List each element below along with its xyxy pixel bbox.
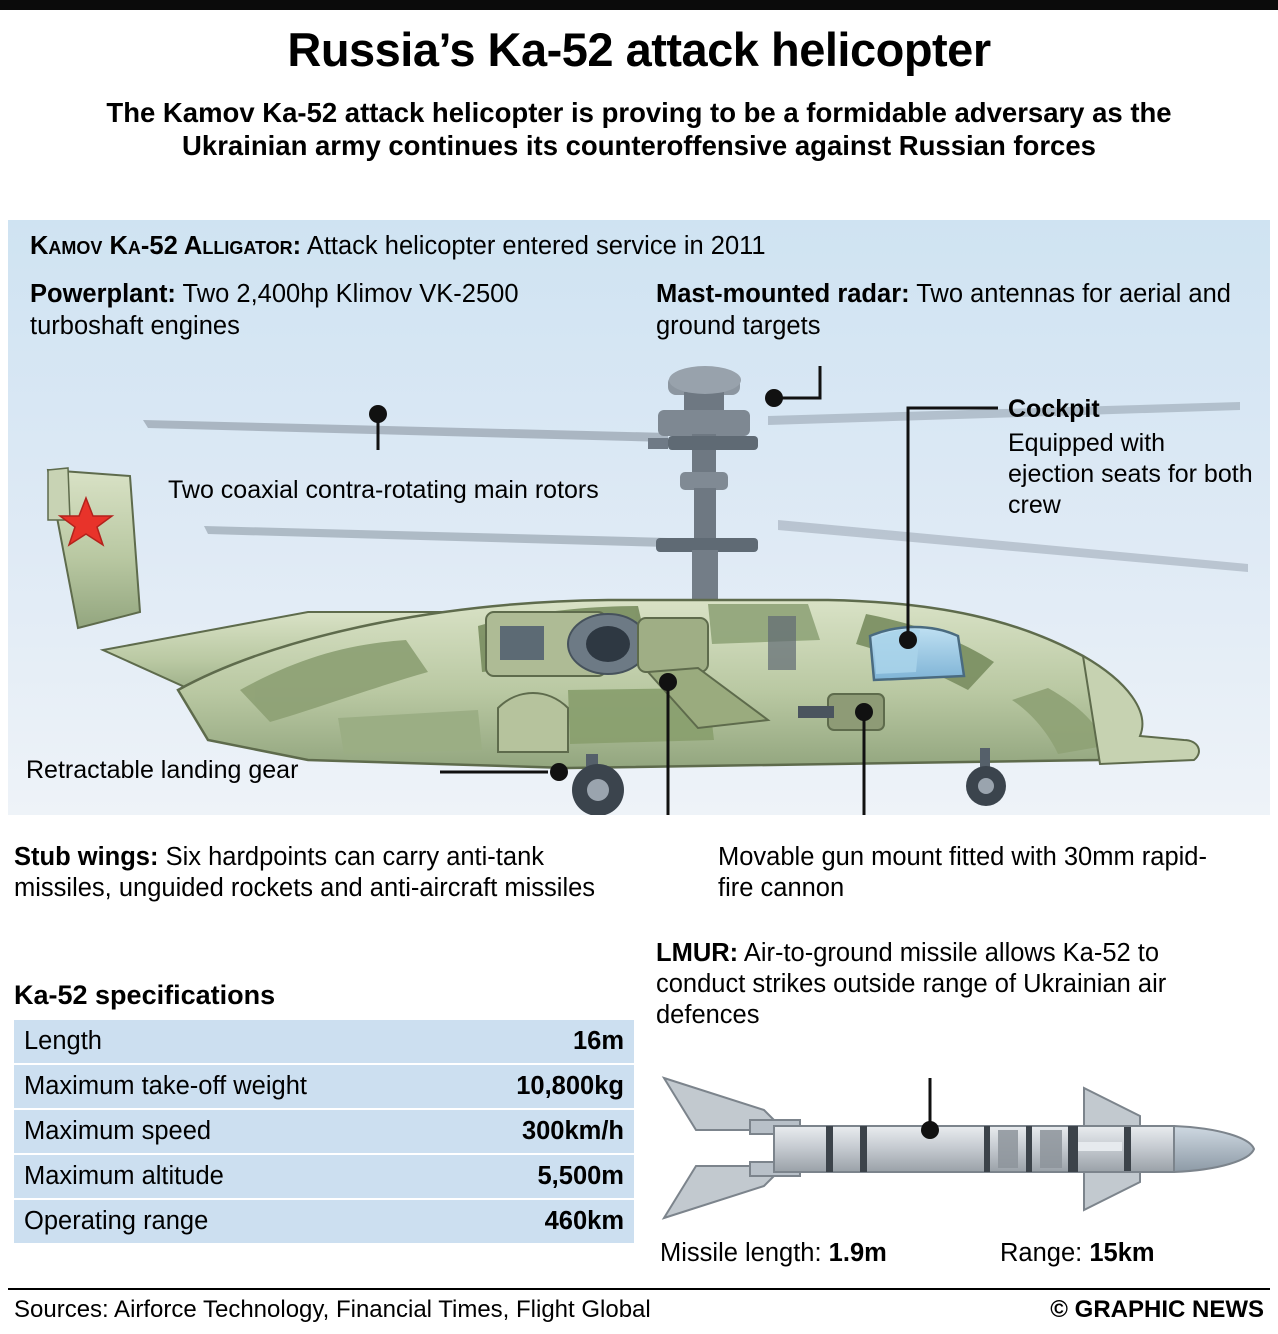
table-row bbox=[14, 1020, 634, 1064]
stub-wings-text: Six hardpoints can carry anti-tank missiles, unguided rockets and anti-aircraft missiles bbox=[14, 843, 596, 902]
powerplant-label: Powerplant: bbox=[30, 280, 176, 308]
top-rule bbox=[0, 0, 1278, 10]
cockpit-callout-text: Equipped with ejection seats for both crew bbox=[1008, 429, 1253, 519]
sources-text: Sources: Airforce Technology, Financial Times, Flight Global bbox=[14, 1296, 651, 1323]
spec-value: 300km/h bbox=[450, 1109, 634, 1154]
credit-text: © GRAPHIC NEWS bbox=[1050, 1296, 1264, 1323]
powerplant-text: Two 2,400hp Klimov VK-2500 turboshaft engines bbox=[30, 280, 519, 340]
spec-value: 10,800kg bbox=[450, 1064, 634, 1109]
missile-range-row bbox=[1000, 1238, 1260, 1269]
missile-length-row bbox=[660, 1238, 1000, 1269]
mast-radar bbox=[669, 366, 741, 394]
spec-name: Maximum take-off weight bbox=[14, 1064, 450, 1109]
table-row bbox=[14, 1109, 634, 1154]
illustration-panel bbox=[8, 220, 1270, 815]
table-row bbox=[14, 1064, 634, 1109]
missile-length-label: Missile length: bbox=[660, 1239, 822, 1267]
headline-label: Kamov Ka-52 Alligator: bbox=[30, 232, 302, 260]
lower-section bbox=[0, 820, 1278, 1334]
cockpit-glass bbox=[870, 627, 964, 680]
cockpit-callout-label: Cockpit bbox=[1008, 395, 1100, 423]
table-row bbox=[14, 1154, 634, 1199]
rotors-callout: Two coaxial contra-rotating main rotors bbox=[168, 476, 599, 504]
gun-mount-callout: Movable gun mount fitted with 30mm rapid-fire cannon bbox=[718, 843, 1207, 902]
lmur-missile-illustration bbox=[654, 1068, 1264, 1228]
lmur-label: LMUR: bbox=[656, 939, 739, 967]
spec-value: 16m bbox=[450, 1020, 634, 1064]
spec-value: 460km bbox=[450, 1199, 634, 1244]
stub-wings-callout bbox=[14, 842, 634, 904]
stub-wings-label: Stub wings: bbox=[14, 843, 159, 871]
rotor-mast bbox=[656, 375, 758, 630]
lmur-text: Air-to-ground missile allows Ka-52 to conduct strikes outside range of Ukrainian air defences bbox=[656, 939, 1167, 1029]
page-title: Russia’s Ka-52 attack helicopter bbox=[287, 23, 991, 76]
spec-name: Maximum speed bbox=[14, 1109, 450, 1154]
missile-length-value: 1.9m bbox=[828, 1239, 887, 1267]
nose-section bbox=[1083, 656, 1199, 764]
radar-text: Two antennas for aerial and ground targets bbox=[656, 280, 1231, 340]
missile-range-value: 15km bbox=[1089, 1239, 1155, 1267]
table-row bbox=[14, 1199, 634, 1244]
lmur-callout bbox=[656, 938, 1246, 1031]
spec-name: Maximum altitude bbox=[14, 1154, 450, 1199]
specs-title: Ka-52 specifications bbox=[14, 980, 276, 1010]
missile-range-label: Range: bbox=[1000, 1239, 1083, 1267]
spec-name: Length bbox=[14, 1020, 450, 1064]
specifications-table bbox=[14, 1020, 634, 1245]
footer-rule bbox=[8, 1288, 1270, 1290]
spec-name: Operating range bbox=[14, 1199, 450, 1244]
landing-gear-callout: Retractable landing gear bbox=[26, 756, 299, 784]
radar-label: Mast-mounted radar: bbox=[656, 280, 910, 308]
headline-text: Attack helicopter entered service in 2011 bbox=[301, 232, 766, 260]
page-subtitle: The Kamov Ka-52 attack helicopter is proving to be a formidable adversary as the Ukrainian army continues its counteroffensive against Russian forces bbox=[106, 97, 1172, 161]
spec-value: 5,500m bbox=[450, 1154, 634, 1199]
